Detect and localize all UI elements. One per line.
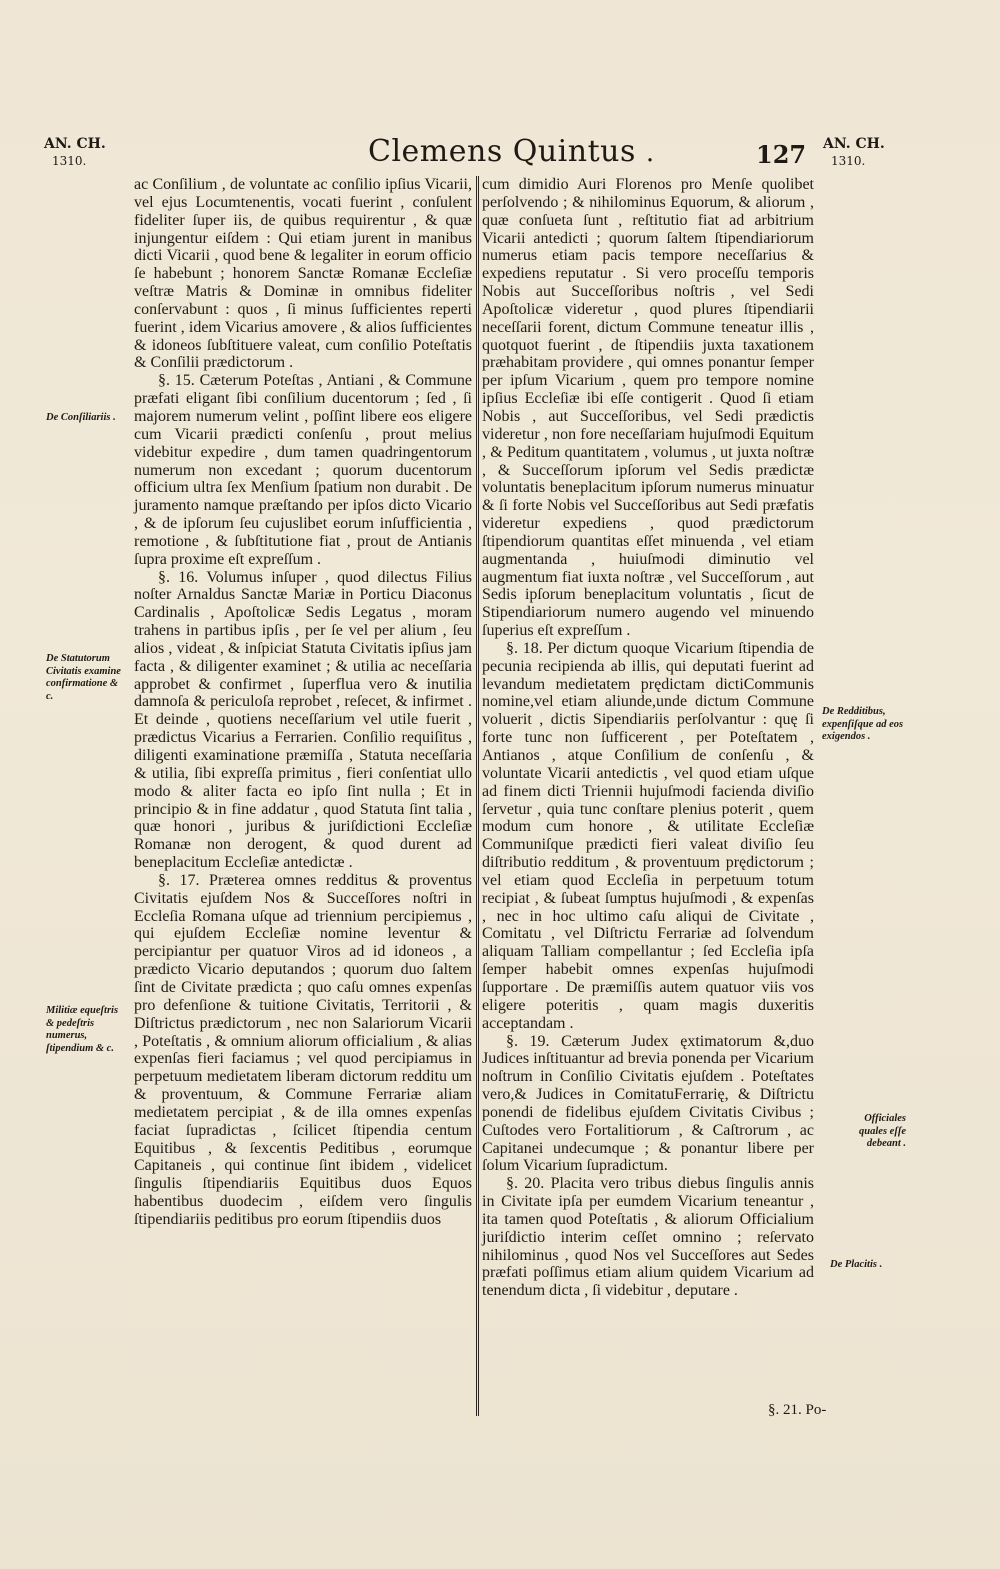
column-divider — [476, 176, 479, 1416]
left-column — [134, 176, 472, 1229]
paragraph-section-19: §. 19. Cæterum Judex ęxtimatorum &,duo Judices inſtituantur ad brevia ponenda per Vicarium noſtrum in Conſilio Civitatis ejuſdem . Poteſtates vero,& Judices in ComitatuFerrarię, & Diſtrictu ponendi de fidelibus ejuſdem Civitatis Civibus ; Cuſtodes vero Fortalitiorum , & Caſtrorum , ac Capitanei undecumque ; & ponantur libere per ſolum Vicarium ſupradictum. — [482, 1032, 814, 1175]
year-left: 1310. — [52, 154, 87, 168]
margin-note-militiae: Militiæ equeſtris & pedeſtris numerus, ſtipendium & c. — [46, 1005, 119, 1054]
paragraph-section-20: §. 20. Placita vero tribus diebus ſingulis annis in Civitate ipſa per eumdem Vicarium teneantur , ita tamen quod Poteſtatis , & aliorum Officialium juriſdictio interim ceſſet omnino ; reſervato nihilominus , quod Nos vel Succeſſores aut Sedes præfati poſſimus etiam alium quidem Vicarium ad tenendum dicta , ſi videbitur , deputare . — [482, 1175, 814, 1300]
page-title-dot: . — [645, 138, 655, 168]
right-column — [482, 176, 814, 1300]
page-number: 127 — [756, 140, 807, 169]
paragraph: ac Conſilium , de voluntate ac conſilio ipſius Vicarii, vel ejus Locumtenentis, vocati fuerint , conſulent fideliter ſuper iis, de quibus requirentur , & quæ injungentur eiſdem : Qui etiam jurent in manibus dicti Vicarii , quod bene & legaliter in eorum officio ſe habebunt ; honorem Sanctæ Romanæ Eccleſiæ veſtræ Matris & Dominæ in omnibus fideliter conſervabunt : quos , ſi minus ſufficientes reperti fuerint , idem Vicarius amovere , & alios ſufficientes & idoneos ſubſtituere valeat, cum conſilio Poteſtatis & Conſilii prædictorum . — [134, 176, 472, 372]
an-ch-label-right: AN. CH. — [823, 136, 885, 152]
year-marker-right — [823, 136, 885, 170]
paragraph-section-17: §. 17. Præterea omnes redditus & proventus Civitatis ejuſdem Nos & Succeſſores noſtri in Eccleſia Romana uſque ad triennium percipiemus , qui ejuſdem Eccleſiæ nomine leventur & percipiantur per quatuor Viros ad id idoneos , a prædicto Vicario deputandos ; quorum duo ſaltem ſint de Civitate prædicta ; quo caſu omnes expenſas pro defenſione & tuitione Civitatis, Territorii , & Diſtrictus prædictorum , nec non Salariorum Vicarii , Poteſtatis , & omnium aliorum officialium , & alias expenſas fieri faciamus ; vel quod percipiamus in perpetuum medietatem liberam dictorum redditu um & proventuum, & Commune Ferrariæ aliam medietatem percipiat , & de illa omnes expenſas faciat ſupradictas , ſcilicet ſtipendia centum Equitibus , & ſexcentis Peditibus , eorumque Capitaneis , qui continue ſint ibidem , videlicet ſingulis ſtipendiariis Equitibus duos Equos habentibus duodecim , eiſdem vero ſingulis ſtipendiariis peditibus pro eorum ſtipendiis duos — [134, 871, 472, 1228]
paragraph: cum dimidio Auri Florenos pro Menſe quolibet perſolvendo ; & nihilominus Equorum, & aliorum , quæ conſueta ſunt , reſtitutio fiat ad arbitrium Vicarii antedicti ; quorum ſaltem ſtipendiariorum numerus etiam pacis tempore neceſſarius & expediens reputatur . Si vero proceſſu temporis Nobis aut Succeſſoribus noſtris , vel Sedi Apoſtolicæ videretur , quod plures ſtipendiarii neceſſarii forent, dictum Commune teneatur illis , quotquot fuerint , de ſtipendiis juxta taxationem præhabitam providere , qui omnes ponantur ſemper per ipſum Vicarium , quem pro tempore nomine ipſius Eccleſiæ ibi eſſe contigerit . Quod ſi etiam Nobis , aut Succeſſoribus, vel Sedi prædictis videretur , non fore neceſſariam hujuſmodi Equitum , & Peditum quantitatem , volumus , ut juxta noſtræ , & Succeſſorum ipſorum vel Sedis prædictæ voluntatis beneplacitum ipſorum numerus minuatur & ſi forte Nobis vel Succeſſoribus aut Sedi præfatis videretur expediens , quod prædictorum ſtipendiorum quantitas eſſet minuenda , vel etiam augmentanda , huiuſmodi diminutio vel augmentum fiat iuxta noſtræ , vel Succeſſorum , aut Sedis ipſorum beneplacitum voluntatis , ſicut de Stipendiariorum numero augendo vel minuendo ſuperius eſt expreſſum . — [482, 176, 814, 640]
margin-note-de-statutorum: De Statutorum Civitatis examine confirmatione & c. — [46, 653, 121, 702]
page-title — [368, 134, 655, 169]
year-right: 1310. — [831, 154, 866, 168]
paragraph-section-15: §. 15. Cæterum Poteſtas , Antiani , & Commune præfati eligant ſibi conſilium ducentorum ; ſed , ſi majorem numerum velint , poſſint libere eos eligere cum Vicarii prædicti conſenſu , prout melius videbitur expedire , dum tamen quadringentorum numerum non excedant ; quorum ducentorum officium ultra ſex Menſium ſpatium non durabit . De juramento namque præſtando per ipſos dicto Vicario , & de ipſorum ſeu cujuslibet eorum inſufficientia , remotione , & ſubſtitutione fiat , prout de Antianis ſupra proxime eſt expreſſum . — [134, 372, 472, 568]
paragraph-section-16: §. 16. Volumus inſuper , quod dilectus Filius noſter Arnaldus Sanctæ Mariæ in Porticu Diaconus Cardinalis , Apoſtolicæ Sedis Legatus , moram trahens in partibus ipſis , per ſe vel per alium , ſeu alios , videat , & inſpiciat Statuta Civitatis ipſius jam facta , & diligenter examinet ; & utilia ac neceſſaria approbet & confirmet , ſuperflua vero & inutilia damnoſa & periculoſa reprobet , reſecet, & infirmet . Et deinde , quotiens neceſſarium vel utile fuerit , prædictus Vicarius a Ferrarien. Conſilio requiſitus , diligenti examinatione præmiſſa , Statuta neceſſaria & utilia, ſibi expreſſa primitus , fieri conſentiat ullo modo & aliter facta eo ipſo ſint nulla ; Et in principio & in fine addatur , quod Statuta ſint talia , quæ honori , juribus & juriſdictioni Eccleſiæ Romanæ non derogent, & quod durent ad beneplacitum Eccleſiæ antedictæ . — [134, 568, 472, 872]
paragraph-section-18: §. 18. Per dictum quoque Vicarium ſtipendia de pecunia recipienda ab illis, qui deputati fuerint ad levandum medietatem prędictam dictiCommunis nomine,vel etiam aliunde,unde dictum Commune voluerit , dictis Sipendiariis perſolvantur : quę ſi forte tunc non ſufficerent , per Poteſtatem , Antianos , atque Conſilium de conſenſu , & voluntate Vicarii antedictis , vel quod etiam uſque ad finem dicti Triennii hujuſmodi facienda diviſio ſervetur , quia tunc conſtare plenius poterit , quem modum cum honore , & utilitate Eccleſiæ Communiſque prædicti fieri valeat diviſio ſeu diſtributio redditum , & proventuum prędictorum ; vel etiam quod Eccleſia in perpetuum totum recipiat , & ſubeat ſumptus hujuſmodi , & expenſas , nec in hoc ultimo caſu aliqui de Civitate , Comitatu , vel Diſtrictu Ferrariæ ad ſolvendum aliquam Talliam compellantur ; ſed Eccleſia ipſa ſemper habebit omnes expenſas hujuſmodi ſupportare . De præmiſſis autem quatuor viis vos eligere poteritis , quam magis duxeritis acceptandam . — [482, 639, 814, 1032]
margin-note-de-placitis: De Placitis . — [830, 1259, 883, 1270]
an-ch-label-left: AN. CH. — [44, 136, 106, 152]
page-title-text: Clemens Quintus — [368, 134, 636, 169]
margin-note-de-redditibus: De Redditibus, expenſiſque ad eos exigendos . — [822, 706, 904, 742]
margin-note-de-consiliariis: De Conſiliariis . — [46, 412, 116, 423]
year-marker-left — [44, 136, 106, 170]
margin-note-officiales: Officiales quales eſſe debeant . — [859, 1113, 906, 1149]
catchword: §. 21. Po- — [768, 1402, 827, 1418]
